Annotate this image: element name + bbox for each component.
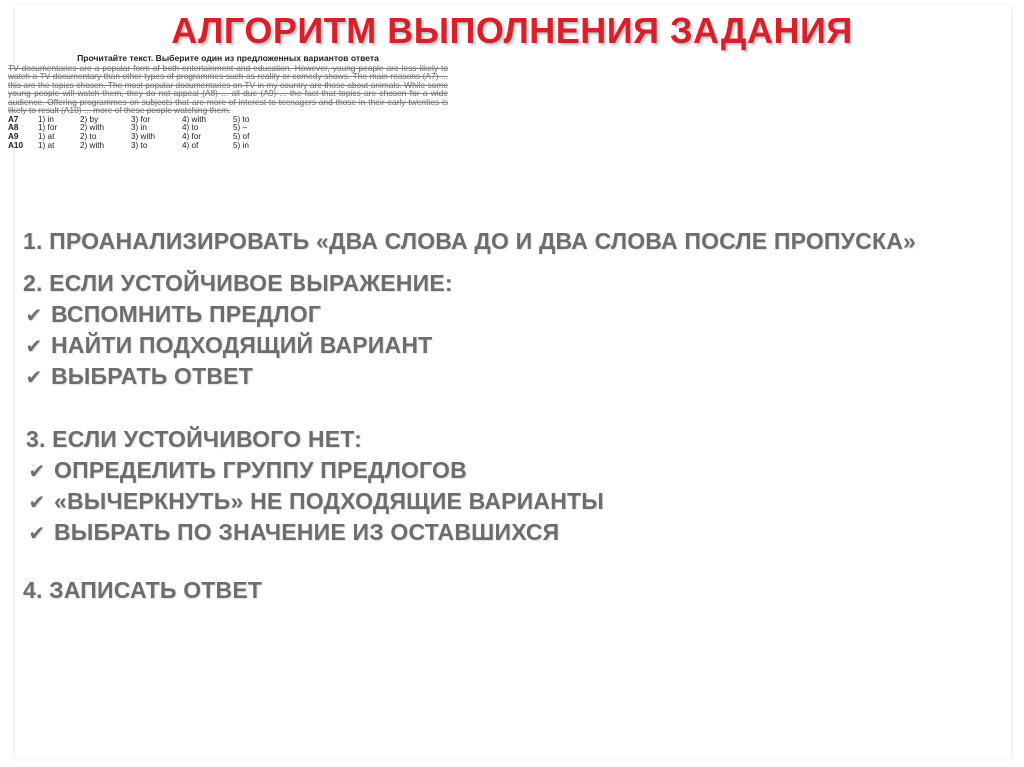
step-2-item [23,363,253,390]
checkmark-icon: ✔ [25,367,43,389]
step-2-heading: 2. ЕСЛИ УСТОЙЧИВОЕ ВЫРАЖЕНИЕ: [23,270,453,296]
step-2-item [23,301,321,328]
option: 4) to [182,123,199,133]
option: 5) in [233,141,249,151]
step-3-item-text: ВЫБРАТЬ ПО ЗНАЧЕНИЕ ИЗ ОСТАВШИХСЯ [54,519,560,545]
task-excerpt [8,54,448,151]
option: 4) for [182,132,202,142]
option: 3) in [131,123,147,133]
task-text: TV documentaries are a popular form of both entertainment and education. However, young people are less likely to watch a TV documentary than other types of programmes such as reality or comedy shows. The main reasons (A7) ... this are the topics chosen. The most popular documentaries on TV in my country are those about animals. While some young people will watch them, they do not appeal (A8) ... all due (A9) ... the fact that topics are chosen for a wide audience. Offering programmes on subjects that are more of interest to teenagers and those in their early twenties is likely to result (A10) ... more of these people watching them. [8,62,448,115]
option-row [8,142,448,151]
option: 4) with [182,114,207,124]
option: 3) for [131,114,151,124]
option-row [8,133,448,142]
option: 1) at [38,141,55,151]
option: 3) to [131,141,148,151]
checkmark-icon: ✔ [25,336,43,358]
step-3-item [26,457,467,484]
step-3-heading: 3. ЕСЛИ УСТОЙЧИВОГО НЕТ: [26,426,363,452]
step-3-item-text: ОПРЕДЕЛИТЬ ГРУППУ ПРЕДЛОГОВ [54,457,467,483]
option: 1) in [38,114,54,124]
step-2-item-text: ВЫБРАТЬ ОТВЕТ [51,363,253,389]
step-2-item-text: ВСПОМНИТЬ ПРЕДЛОГ [51,301,322,327]
option: 2) by [80,114,99,124]
step-3-item-text: «ВЫЧЕРКНУТЬ» НЕ ПОДХОДЯЩИЕ ВАРИАНТЫ [54,488,605,514]
checkmark-icon: ✔ [28,461,46,483]
checkmark-icon: ✔ [28,492,46,514]
option-row [8,124,448,133]
step-2-item [23,332,432,359]
option-label: A7 [8,114,19,124]
checkmark-icon: ✔ [25,305,43,327]
option: 2) with [80,123,105,133]
step-1: 1. ПРОАНАЛИЗИРОВАТЬ «ДВА СЛОВА ДО И ДВА СЛОВА ПОСЛЕ ПРОПУСКА» [23,228,917,254]
answer-options [8,116,448,152]
option: 5) – [233,123,248,133]
option: 5) of [233,132,250,142]
option: 4) of [182,141,199,151]
option-label: A9 [8,132,19,142]
option-row [8,116,448,125]
option-label: A10 [8,141,24,151]
option: 3) with [131,132,156,142]
slide-title: АЛГОРИТМ ВЫПОЛНЕНИЯ ЗАДАНИЯ [171,10,853,51]
step-2-item-text: НАЙТИ ПОДХОДЯЩИЙ ВАРИАНТ [51,332,433,358]
option-label: A8 [8,123,19,133]
step-3-item [26,519,559,546]
option: 5) to [233,114,250,124]
step-3-item [26,488,604,515]
option: 2) with [80,141,105,151]
option: 1) for [38,123,58,133]
option: 1) at [38,132,55,142]
checkmark-icon: ✔ [28,523,46,545]
task-instruction: Прочитайте текст. Выберите один из предложенных вариантов ответа [77,53,379,63]
option: 2) to [80,132,97,142]
step-4: 4. ЗАПИСАТЬ ОТВЕТ [23,577,263,603]
